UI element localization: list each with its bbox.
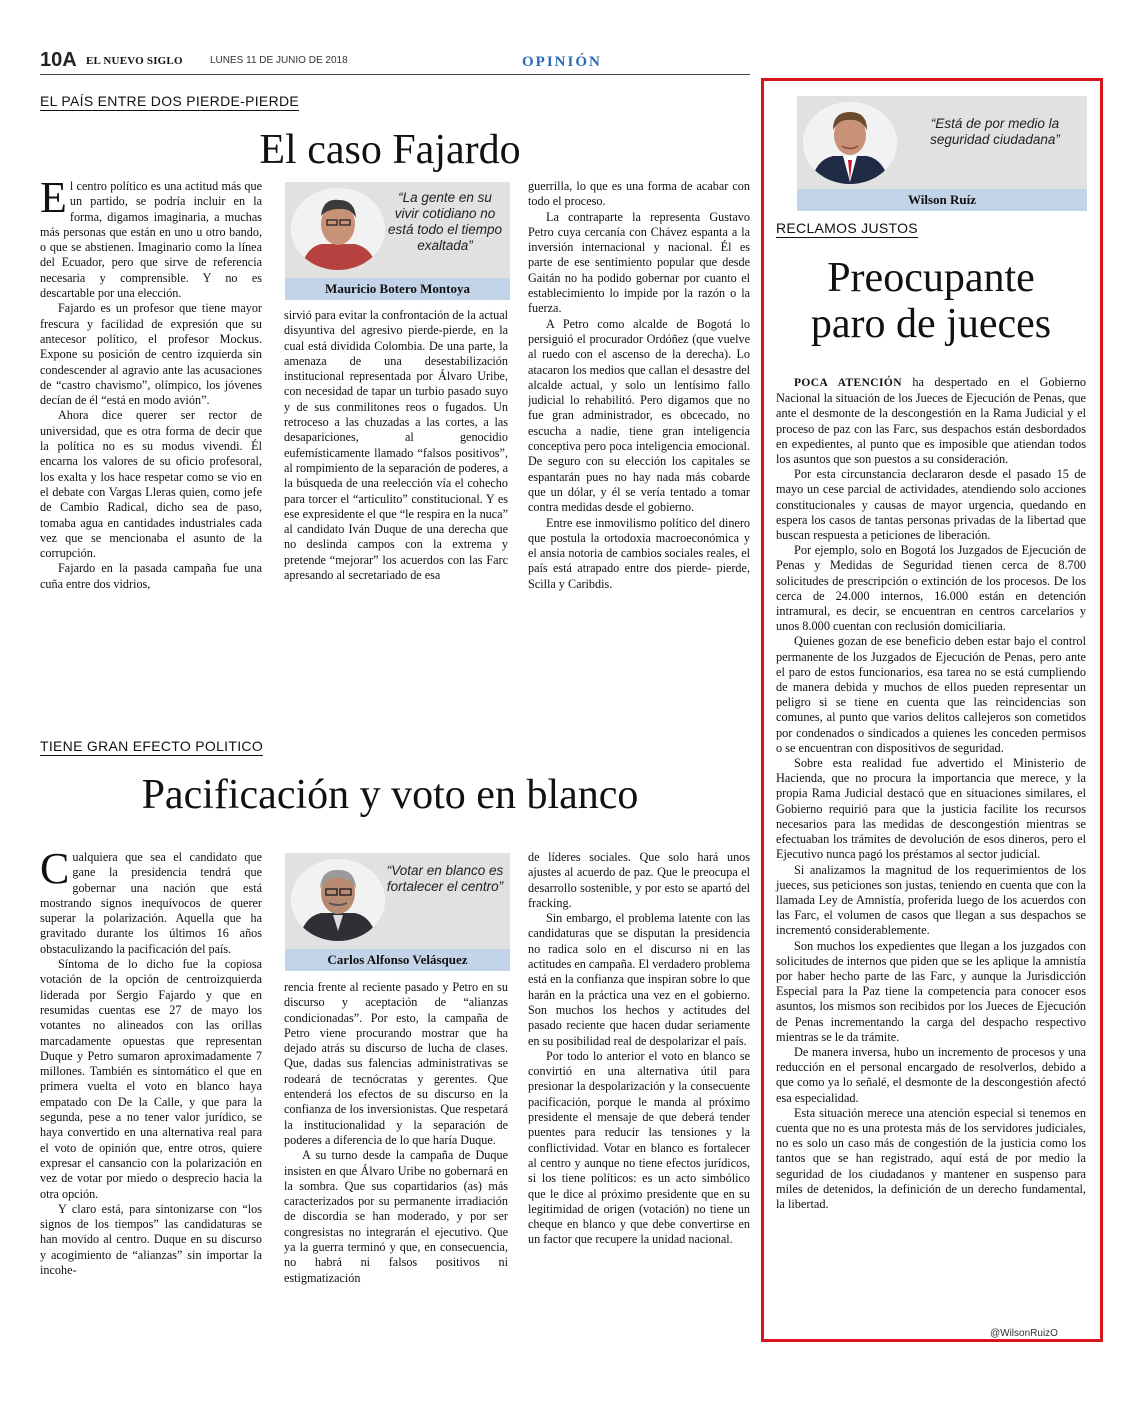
dropcap: C [40, 850, 70, 893]
issue-date: LUNES 11 DE JUNIO DE 2018 [210, 55, 348, 66]
article3-paragraph: Quienes gozan de ese beneficio deben estar bajo el control permanente de los Juzgados de Ejecución de Penas, pero ante el paro de estos funcionarios, esa tarea no se está cumpliendo de manera debida y muchos de ellos pueden representar un peligro si se tiene en cuenta que las reincidencias son comunes, al punto que varios delitos callejeros son cometidos por condenados o sindicados a quienes les conceden permisos o se encuentran con dispositivos de seguridad. [776, 634, 1086, 755]
article2-column-3 [528, 850, 750, 1342]
article1-kicker: EL PAÍS ENTRE DOS PIERDE-PIERDE [40, 93, 300, 109]
masthead [40, 49, 750, 75]
newspaper-name: EL NUEVO SIGLO [86, 55, 183, 67]
article1-paragraph: El centro político es una actitud más que un partido, se podría incluir en la forma, digamos imaginaria, a muchas más personas que están en uno u otro bando, o que se abstienen. Imaginario como la línea del Ecuador, pero que sirve de referencia necesaria y comprensible. Y no es descartable por una elección. [40, 179, 262, 301]
article3-paragraph: Por esta circunstancia declararon desde el pasado 15 de mayo un cese parcial de actividades, atendiendo solo acciones constitucionales y causas de mayor urgencia, quedando en espera los casos de tantas personas privadas de la libertad que buscan respuesta a peticiones de liberación. [776, 467, 1086, 543]
article1-paragraph: Fajardo en la pasada campaña fue una cuña entre dos vidrios, [40, 561, 262, 591]
author-quote: “Votar en blanco es fortalecer el centro” [386, 863, 504, 894]
article2-paragraph: Síntoma de lo dicho fue la copiosa votación de la opción de centroizquierda liderada por Sergio Fajardo y que en resumidas cuentas ese 27 de mayo los votantes no alineados con las orillas marcadamente opuestas que representan Duque y Petro sumaron aproximadamente 7 millones. También es sintomático el que en primera vuelta el voto en blanco haya empatado con De la Calle, y que para la segunda, pese a no tener valor jurídico, se haya convertido en una alternativa real para el voto de opinión que, entre otros, quiere expresar el cansancio con la polarización en vez de votar por miedo o desprecio hacia la otra opción. [40, 957, 262, 1201]
article3-author-box [797, 96, 1087, 211]
article1-paragraph: Entre ese inmovilismo político del dinero que postula la ortodoxia macroeconómica y el ansia notoria de cambios sociales reales, el país está atrapado entre dos pierde- pierde, Scilla y Caribdis. [528, 515, 750, 591]
author-name: Carlos Alfonso Velásquez [285, 949, 510, 971]
article2-column-1 [40, 850, 262, 1342]
article2-paragraph: A su turno desde la campaña de Duque insisten en que Álvaro Uribe no gobernará en la sombra. Que sus copartidarios (as) más caracterizados por su permanente irradiación de discordia se han moderado, y por ser congresistas no integrarán el ejecutivo. Que ya la guerra terminó y que, en consecuencia, no habrá ni falsos positivos ni estigmatización [284, 1148, 508, 1285]
article2-paragraph: rencia frente al reciente pasado y Petro en su discurso y aceptación de “alianzas condicionadas”. Por esto, la campaña de Petro viene procurando mostrar que ha dejado atrás su discurso de lucha de clases. Que, dadas sus falencias administrativas se rodeará de tecnócratas y gerentes. Que entenderá los efectos de su discurso en la confianza de los inversionistas. Que respetará la institucionalidad y la separación de poderes a diferencia de lo que haría Duque. [284, 980, 508, 1147]
dropcap: E [40, 179, 67, 222]
author-quote: “Está de por medio la seguridad ciudadana” [930, 116, 1060, 147]
article1-column-3 [528, 179, 750, 679]
article2-kicker: TIENE GRAN EFECTO POLITICO [40, 738, 264, 754]
article1-paragraph: sirvió para evitar la confrontación de la actual disyuntiva del agresivo pierde-pierde, en la cual está dividida Colombia. De una parte, la amenaza de una desestabilización institucional representada por Álvaro Uribe, con necesidad de tapar un turbio pasado suyo y de sus conmilitones reos o fugados. Un retroceso a las chuzadas a las cortes, a las desapariciones, al genocidio eufemísticamente llamado “falsos positivos”, al rompimiento de la separación de poderes, a la búsqueda de una reelección vía el cohecho para torcer el “articulito” constitucional. Y es ese expresidente el que “le respira en la nuca” al candidato Iván Duque de una derecha que no deslinda campos con la extrema y pretende “mejorar” los acuerdos con las Farc apresando al secretariado de esa [284, 308, 508, 583]
article1-column-1 [40, 179, 262, 679]
article1-paragraph: A Petro como alcalde de Bogotá lo persiguió el procurador Ordóñez (que vuelve al ruedo con el ascenso de la derecha). Lo atacaron los medios que callan el desastre del alcalde actual, y solo un lentísimo fallo judicial lo rehabilitó. Pero digamos que no fue gran administrador, es obcecado, no escucha a nadie, tiene gran inteligencia conceptiva pero poca inteligencia emocional. De seguro con su elección los capitales se espantarán pues no hay nada más cobarde que un dólar, y él se vería tentado a tomar contra medidas desde el gobierno. [528, 316, 750, 515]
author-name: Wilson Ruíz [797, 189, 1087, 211]
article3-kicker: RECLAMOS JUSTOS [776, 220, 918, 236]
author-photo [803, 102, 897, 184]
article2-author-box [285, 853, 510, 971]
author-twitter-handle: @WilsonRuizO [990, 1328, 1058, 1339]
author-photo [291, 188, 385, 270]
article1-headline: El caso Fajardo [259, 127, 521, 173]
author-name: Mauricio Botero Montoya [285, 278, 510, 300]
lead-in: POCA ATENCIÓN [794, 377, 902, 389]
article2-paragraph: de líderes sociales. Que solo hará unos ajustes al acuerdo de paz. Que le preocupa el desarrollo sostenible, y por esto se apartó del fracking. [528, 850, 750, 910]
article3-paragraph: Son muchos los expedientes que llegan a los juzgados con solicitudes de internos que piden que se les aplique la amnistía por haber hecho parte de las Farc, y aunque la Jurisdicción Especial para la Paz tiene la competencia para conocer esos asuntos, los mismos son recibidos por los Jueces de Ejecución de Penas incrementando la carga del despacho respectivo mientras se le da trámite. [776, 938, 1086, 1044]
author-quote: “La gente en su vivir cotidiano no está todo el tiempo exaltada” [387, 190, 503, 253]
article3-body [776, 375, 1086, 1212]
article1-paragraph: Fajardo es un profesor que tiene mayor frescura y facilidad de expresión que su antecesor político, el profesor Mockus. Expone su posición de centro izquierda sin condescender al agravio ante las acusaciones de “castro chavismo”, olímpico, los jóvenes decían de él “está en modo avión”. [40, 301, 262, 408]
article2-headline: Pacificación y voto en blanco [141, 772, 639, 818]
article1-paragraph: guerrilla, lo que es una forma de acabar con todo el proceso. [528, 179, 750, 209]
article1-author-box [285, 182, 510, 300]
article1-column-2 [284, 308, 508, 680]
article1-paragraph: La contraparte la representa Gustavo Petro cuya cercanía con Chávez espanta a la inversión internacional y nacional. Él es parte de ese sentimiento popular que desde Gaitán no ha podido gobernar por cuanto el establecimiento lo impide por la razón o la fuerza. [528, 209, 750, 316]
article3-paragraph: Si analizamos la magnitud de los requerimientos de los jueces, sus peticiones son justas, teniendo en cuenta que con la llamada Ley de Amnistía, proferida luego de los acuerdos con las Farc, el volumen de casos que llegan a sus despachos se incrementó considerablemente. [776, 862, 1086, 938]
article2-paragraph: Por todo lo anterior el voto en blanco se convirtió en una alternativa útil para presionar la despolarización y la consecuente pacificación, porque le manda al próximo presidente el mensaje de que deberá tender puentes para reducir las tensiones y la conflictividad. Votar en blanco es fortalecer al centro y aunque no tiene efectos jurídicos, si los tiene políticos: es un acto simbólico que le dice al próximo presidente que en su legitimidad de origen (votación) no tiene un cheque en blanco y que debe convertirse en un factor que recupere la unidad nacional. [528, 1048, 750, 1247]
article2-paragraph: Cualquiera que sea el candidato que gane la presidencia tendrá que gobernar una nación que está mostrando signos inequívocos de querer superar la polarización. Aquella que ha gravitado durante los últimos 16 años obstaculizando la pacificación del país. [40, 850, 262, 956]
article2-paragraph: Y claro está, para sintonizarse con “los signos de los tiempos” las candidaturas se han movido al centro. Duque en su discurso y acogimiento de “alianzas” sin importar la incohe- [40, 1201, 262, 1278]
article3-paragraph: Sobre esta realidad fue advertido el Ministerio de Hacienda, que no procura la importancia que merece, y la propia Rama Judicial destacó que en situaciones similares, el Gobierno requirió para que la justicia facilite los recursos necesarios para las medidas de descongestión mientras se efectuaban los trámites de devolución de esos dineros, pero el Ejecutivo nunca pagó los préstamos al sector judicial. [776, 756, 1086, 862]
article3-paragraph: POCA ATENCIÓN ha despertado en el Gobierno Nacional la situación de los Jueces de Ejecución de Penas, que ante el desmonte de la descongestión en la Rama Judicial y el proceso de paz con las Farc, sus despachos están desbordados en expedientes, al punto que es imposible que atiendan todos los asuntos que son puestos a su consideración. [776, 375, 1086, 467]
author-photo [291, 859, 385, 941]
article3-paragraph: Por ejemplo, solo en Bogotá los Juzgados de Ejecución de Penas y Medidas de Seguridad tienen cerca de 8.700 solicitudes de prescripción o extinción de los procesos. De los cerca de 24.000 internos, 16.000 están en detención intramural, es decir, se encuentran en centros carcelarios y unos 8.000 cuentan con reclusión domiciliaria. [776, 543, 1086, 634]
article2-column-2 [284, 980, 508, 1342]
article2-paragraph: Sin embargo, el problema latente con las candidaturas que se disputan la presidencia no radica solo en el discurso ni en las actitudes en campaña. El verdadero problema está en la confianza que inspiran sobre lo que harán en la práctica una vez en el gobierno. Son muchos los hechos y actitudes del pasado reciente que hacen dudar seriamente en su posibilidad real de despolarizar el país. [528, 911, 750, 1048]
section-title: OPINIÓN [522, 54, 602, 70]
page-number: 10A [40, 49, 77, 71]
article3-headline: Preocupante paro de jueces [810, 255, 1052, 347]
article3-paragraph: De manera inversa, hubo un incremento de procesos y una reducción en el personal encargado de resolverlos, debido a que como ya lo señalé, el desmonte de la descongestión afectó esa especialidad. [776, 1044, 1086, 1105]
article3-paragraph: Esta situación merece una atención especial si tenemos en cuenta que no es una protesta más de los servidores judiciales, no es solo un caso más de congestión de la justicia como los tantos que se han registrado, aquí está de por medio la seguridad de los ciudadanos y mantener en suspenso para miles de detenidos, la definición de un derecho fundamental, la libertad. [776, 1105, 1086, 1211]
article1-paragraph: Ahora dice querer ser rector de universidad, que es otra forma de decir que la política no es su modus vivendi. Él encarna los valores de su oficio profesoral, los exalta y los hace respetar como se vio en el debate con Vargas Lleras quien, como jefe de Cambio Radical, dicho sea de paso, tomaba agua en cantidades industriales cada vez que se mencionaba el asunto de la corrupción. [40, 408, 262, 561]
